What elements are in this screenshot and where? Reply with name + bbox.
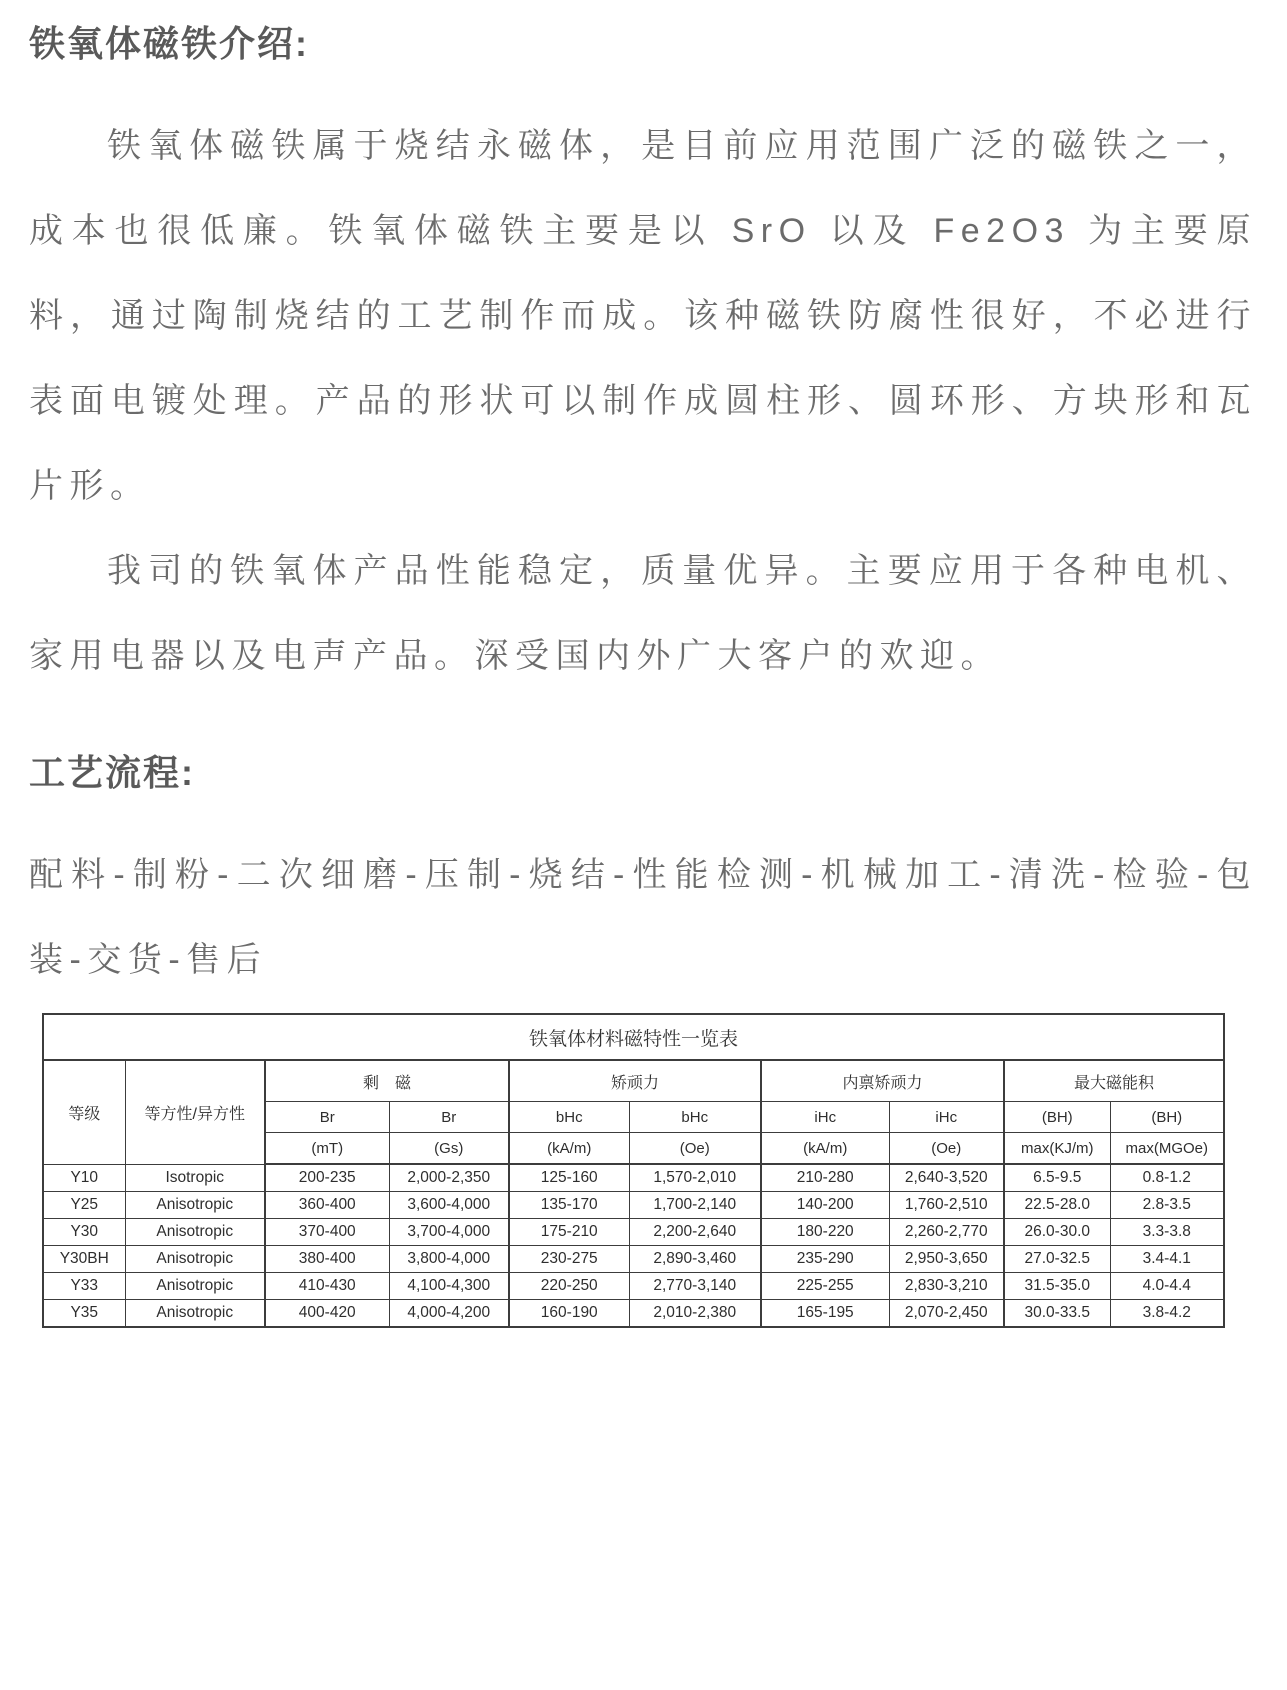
table-cell: 1,570-2,010	[629, 1164, 761, 1192]
table-cell: Y33	[43, 1273, 125, 1300]
header-unit-bhc-oe: (Oe)	[629, 1133, 761, 1165]
table-cell: 2,070-2,450	[889, 1300, 1004, 1328]
table-cell: 2.8-3.5	[1110, 1192, 1224, 1219]
header-group-intrinsic-coercivity: 内禀矫顽力	[761, 1060, 1004, 1102]
table-cell: 31.5-35.0	[1004, 1273, 1110, 1300]
intro-heading: 铁氧体磁铁介绍:	[29, 23, 309, 64]
header-br-mt: Br	[265, 1102, 389, 1133]
table-cell: 230-275	[509, 1246, 629, 1273]
header-bh-kj: (BH)	[1004, 1102, 1110, 1133]
table-cell: Y35	[43, 1300, 125, 1328]
table-cell: Anisotropic	[125, 1300, 265, 1328]
table-cell: 200-235	[265, 1164, 389, 1192]
table-cell: 2,770-3,140	[629, 1273, 761, 1300]
header-unit-bhc-kam: (kA/m)	[509, 1133, 629, 1165]
table-row	[43, 1246, 1224, 1273]
header-unit-ihc-oe: (Oe)	[889, 1133, 1004, 1165]
table-row	[43, 1192, 1224, 1219]
table-cell: 4.0-4.4	[1110, 1273, 1224, 1300]
table-row	[43, 1219, 1224, 1246]
table-cell: 2,260-2,770	[889, 1219, 1004, 1246]
table-cell: 22.5-28.0	[1004, 1192, 1110, 1219]
table-cell: 4,100-4,300	[389, 1273, 509, 1300]
table-cell: 30.0-33.5	[1004, 1300, 1110, 1328]
table-row	[43, 1300, 1224, 1328]
table-cell: Anisotropic	[125, 1246, 265, 1273]
table-cell: 175-210	[509, 1219, 629, 1246]
table-cell: 210-280	[761, 1164, 889, 1192]
table-cell: 135-170	[509, 1192, 629, 1219]
header-bhc-oe: bHc	[629, 1102, 761, 1133]
table-cell: 2,890-3,460	[629, 1246, 761, 1273]
table-cell: 410-430	[265, 1273, 389, 1300]
table-cell: 2,640-3,520	[889, 1164, 1004, 1192]
table-cell: 360-400	[265, 1192, 389, 1219]
header-unit-gs: (Gs)	[389, 1133, 509, 1165]
table-cell: 3,700-4,000	[389, 1219, 509, 1246]
table-title: 铁氧体材料磁特性一览表	[43, 1014, 1224, 1060]
table-cell: 3.8-4.2	[1110, 1300, 1224, 1328]
table-cell: 1,760-2,510	[889, 1192, 1004, 1219]
table-cell: 3,600-4,000	[389, 1192, 509, 1219]
header-isotropy: 等方性/异方性	[125, 1060, 265, 1164]
table-cell: Anisotropic	[125, 1273, 265, 1300]
header-group-remanence: 剩 磁	[265, 1060, 509, 1102]
table-cell: 2,950-3,650	[889, 1246, 1004, 1273]
table-cell: Y10	[43, 1164, 125, 1192]
table-cell: 0.8-1.2	[1110, 1164, 1224, 1192]
header-bhc-kam: bHc	[509, 1102, 629, 1133]
table-cell: 6.5-9.5	[1004, 1164, 1110, 1192]
table-cell: 2,830-3,210	[889, 1273, 1004, 1300]
intro-paragraph-2: 我司的铁氧体产品性能稳定，质量优异。主要应用于各种电机、家用电器以及电声产品。深受国内外广大客户的欢迎。	[29, 552, 1257, 675]
table-cell: 370-400	[265, 1219, 389, 1246]
table-cell: 140-200	[761, 1192, 889, 1219]
table-cell: 3.3-3.8	[1110, 1219, 1224, 1246]
header-unit-ihc-kam: (kA/m)	[761, 1133, 889, 1165]
table-cell: 380-400	[265, 1246, 389, 1273]
process-heading: 工艺流程:	[29, 752, 195, 793]
table-cell: 225-255	[761, 1273, 889, 1300]
table-cell: 26.0-30.0	[1004, 1219, 1110, 1246]
table-cell: 2,010-2,380	[629, 1300, 761, 1328]
table-cell: 165-195	[761, 1300, 889, 1328]
table-cell: 27.0-32.5	[1004, 1246, 1110, 1273]
intro-paragraph-1: 铁氧体磁铁属于烧结永磁体，是目前应用范围广泛的磁铁之一，成本也很低廉。铁氧体磁铁主要是以 SrO 以及 Fe2O3 为主要原料，通过陶制烧结的工艺制作而成。该种磁铁防腐性很好，不必进行表面电镀处理。产品的形状可以制作成圆柱形、圆环形、方块形和瓦片形。	[29, 127, 1257, 505]
table-cell: 1,700-2,140	[629, 1192, 761, 1219]
table-cell: 400-420	[265, 1300, 389, 1328]
header-ihc-oe: iHc	[889, 1102, 1004, 1133]
table-cell: 220-250	[509, 1273, 629, 1300]
table-cell: Anisotropic	[125, 1192, 265, 1219]
table-cell: 125-160	[509, 1164, 629, 1192]
table-header	[43, 1014, 1224, 1164]
header-group-coercivity: 矫顽力	[509, 1060, 761, 1102]
table-cell: Y30BH	[43, 1246, 125, 1273]
table-cell: 2,000-2,350	[389, 1164, 509, 1192]
header-unit-bh-kj: max(KJ/m)	[1004, 1133, 1110, 1165]
header-unit-mt: (mT)	[265, 1133, 389, 1165]
header-br-gs: Br	[389, 1102, 509, 1133]
table-cell: 4,000-4,200	[389, 1300, 509, 1328]
header-grade: 等级	[43, 1060, 125, 1164]
table-cell: 180-220	[761, 1219, 889, 1246]
table-cell: Anisotropic	[125, 1219, 265, 1246]
table-cell: 3,800-4,000	[389, 1246, 509, 1273]
header-ihc-kam: iHc	[761, 1102, 889, 1133]
table-body	[43, 1164, 1224, 1327]
table-cell: Y25	[43, 1192, 125, 1219]
header-unit-bh-mgoe: max(MGOe)	[1110, 1133, 1224, 1165]
table-row	[43, 1164, 1224, 1192]
header-group-max-energy-product: 最大磁能积	[1004, 1060, 1224, 1102]
table-cell: 160-190	[509, 1300, 629, 1328]
header-bh-mgoe: (BH)	[1110, 1102, 1224, 1133]
table-cell: 235-290	[761, 1246, 889, 1273]
table-cell: Y30	[43, 1219, 125, 1246]
table-cell: 3.4-4.1	[1110, 1246, 1224, 1273]
spec-table	[42, 1013, 1225, 1328]
process-flow-text: 配料-制粉-二次细磨-压制-烧结-性能检测-机械加工-清洗-检验-包装-交货-售后	[29, 856, 1257, 979]
table-row	[43, 1273, 1224, 1300]
table-cell: 2,200-2,640	[629, 1219, 761, 1246]
table-cell: Isotropic	[125, 1164, 265, 1192]
